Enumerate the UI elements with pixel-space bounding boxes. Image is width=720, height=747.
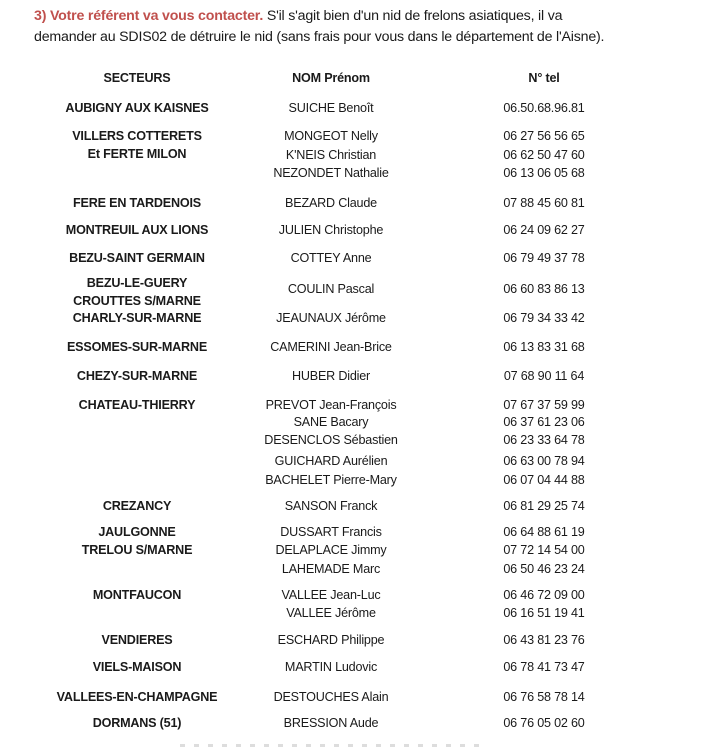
contact-name: JEAUNAUX Jérôme — [276, 311, 386, 325]
contact-name: BEZARD Claude — [285, 196, 377, 210]
sector-name: JAULGONNE — [98, 525, 176, 539]
contact-name: SANE Bacary — [293, 415, 369, 429]
sector-name: VALLEES-EN-CHAMPAGNE — [56, 690, 218, 704]
contact-phone[interactable]: 07 88 45 60 81 — [503, 196, 585, 210]
contact-name: BACHELET Pierre-Mary — [265, 473, 397, 487]
contact-phone[interactable]: 06 23 33 64 78 — [503, 433, 585, 447]
sector-name: Et FERTE MILON — [87, 147, 187, 161]
contact-name: DESENCLOS Sébastien — [264, 433, 398, 447]
intro-paragraph — [34, 6, 694, 48]
contact-phone[interactable]: 07 67 37 59 99 — [503, 398, 585, 412]
contact-phone[interactable]: 06 76 58 78 14 — [503, 690, 585, 704]
contact-phone[interactable]: 07 68 90 11 64 — [503, 369, 585, 383]
contact-phone[interactable]: 06 13 83 31 68 — [503, 340, 585, 354]
contact-phone[interactable]: 06 27 56 56 65 — [503, 129, 585, 143]
contact-name: DUSSART Francis — [280, 525, 382, 539]
contact-name: HUBER Didier — [291, 369, 371, 383]
contact-name: MONGEOT Nelly — [284, 129, 378, 143]
cut-off-text-line — [180, 741, 480, 747]
sector-name: VILLERS COTTERETS — [72, 129, 202, 143]
sector-name: VENDIERES — [101, 633, 173, 647]
contact-name: DESTOUCHES Alain — [273, 690, 389, 704]
contact-phone[interactable]: 06 50 46 23 24 — [503, 562, 585, 576]
header-name: NOM Prénom — [292, 71, 370, 85]
contact-phone[interactable]: 06 13 06 05 68 — [503, 166, 585, 180]
sector-name: VIELS-MAISON — [92, 660, 182, 674]
contact-phone[interactable]: 06 60 83 86 13 — [503, 282, 585, 296]
sector-name: DORMANS (51) — [92, 716, 182, 730]
contact-name: COTTEY Anne — [290, 251, 372, 265]
intro-line2: demander au SDIS02 de détruire le nid (sans frais pour vous dans le département de l'Aisne). — [34, 29, 605, 45]
contact-phone[interactable]: 06 81 29 25 74 — [503, 499, 585, 513]
contact-name: GUICHARD Aurélien — [274, 454, 388, 468]
sector-name: CROUTTES S/MARNE — [73, 294, 201, 308]
contact-name: JULIEN Christophe — [278, 223, 384, 237]
contact-phone[interactable]: 06 37 61 23 06 — [503, 415, 585, 429]
contact-phone[interactable]: 06 24 09 62 27 — [503, 223, 585, 237]
sector-name: BEZU-SAINT GERMAIN — [69, 251, 205, 265]
header-tel: N° tel — [528, 71, 560, 85]
contact-name: NEZONDET Nathalie — [273, 166, 389, 180]
contact-name: ESCHARD Philippe — [277, 633, 385, 647]
sector-name: MONTFAUCON — [92, 588, 182, 602]
sector-name: AUBIGNY AUX KAISNES — [65, 101, 209, 115]
contact-phone[interactable]: 06 76 05 02 60 — [503, 716, 585, 730]
contact-name: K'NEIS Christian — [285, 148, 377, 162]
contact-phone[interactable]: 06.50.68.96.81 — [503, 101, 585, 115]
sector-name: MONTREUIL AUX LIONS — [65, 223, 209, 237]
contact-phone[interactable]: 07 72 14 54 00 — [503, 543, 585, 557]
sector-name: CHEZY-SUR-MARNE — [76, 369, 198, 383]
sector-name: CHARLY-SUR-MARNE — [72, 311, 202, 325]
sector-name: CREZANCY — [102, 499, 172, 513]
contact-name: MARTIN Ludovic — [284, 660, 378, 674]
contact-phone[interactable]: 06 16 51 19 41 — [503, 606, 585, 620]
contact-name: BRESSION Aude — [283, 716, 379, 730]
contact-phone[interactable]: 06 46 72 09 00 — [503, 588, 585, 602]
sector-name: FERE EN TARDENOIS — [73, 196, 201, 210]
contact-name: SUICHE Benoît — [288, 101, 374, 115]
sector-name: ESSOMES-SUR-MARNE — [66, 340, 208, 354]
contact-phone[interactable]: 06 64 88 61 19 — [503, 525, 585, 539]
contact-name: LAHEMADE Marc — [281, 562, 381, 576]
contact-name: VALLEE Jean-Luc — [281, 588, 381, 602]
intro-lead: 3) Votre référent va vous contacter. — [34, 8, 264, 24]
sector-name: BEZU-LE-GUERY — [86, 276, 188, 290]
sector-name: TRELOU S/MARNE — [81, 543, 193, 557]
contact-phone[interactable]: 06 78 41 73 47 — [503, 660, 585, 674]
contact-phone[interactable]: 06 62 50 47 60 — [503, 148, 585, 162]
intro-line1: S'il s'agit bien d'un nid de frelons asiatiques, il va — [263, 8, 563, 24]
contact-phone[interactable]: 06 79 49 37 78 — [503, 251, 585, 265]
contact-name: DELAPLACE Jimmy — [275, 543, 387, 557]
header-sectors: SECTEURS — [103, 71, 171, 85]
contact-name: COULIN Pascal — [287, 282, 375, 296]
contact-phone[interactable]: 06 79 34 33 42 — [503, 311, 585, 325]
sector-name: CHATEAU-THIERRY — [78, 398, 196, 412]
contact-name: PREVOT Jean-François — [265, 398, 397, 412]
contact-phone[interactable]: 06 07 04 44 88 — [503, 473, 585, 487]
contact-phone[interactable]: 06 43 81 23 76 — [503, 633, 585, 647]
contact-name: VALLEE Jérôme — [286, 606, 376, 620]
contact-phone[interactable]: 06 63 00 78 94 — [503, 454, 585, 468]
contact-name: SANSON Franck — [284, 499, 378, 513]
contact-name: CAMERINI Jean-Brice — [270, 340, 392, 354]
